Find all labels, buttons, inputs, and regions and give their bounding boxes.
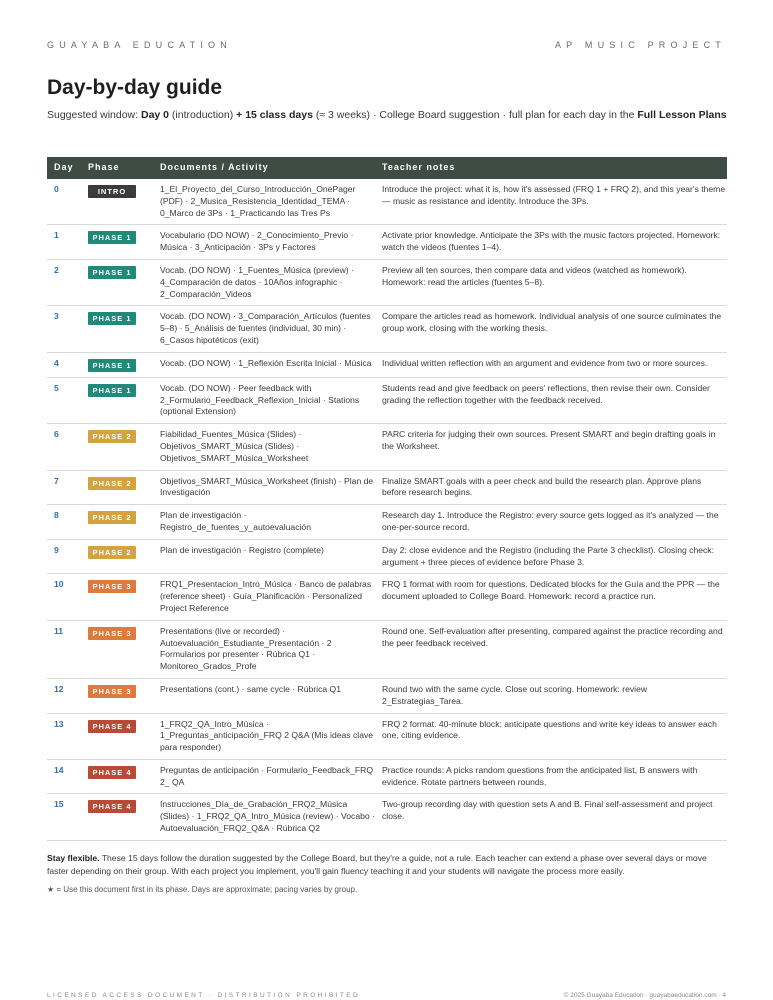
row-day: 10 bbox=[47, 574, 81, 620]
legend-note: ★ = Use this document first in its phase. Days are approximate; pacing varies by group. bbox=[47, 885, 358, 894]
phase-badge: PHASE 1 bbox=[88, 384, 136, 397]
row-teacher-notes: Preview all ten sources, then compare data and videos (watched as homework). Homework: read the articles (fuentes 5–8). bbox=[375, 259, 727, 305]
table-row bbox=[47, 539, 727, 574]
subtitle-class-days-note: (≈ 3 weeks) · College Board suggestion · full plan for each day in the bbox=[312, 109, 638, 121]
row-day: 0 bbox=[47, 179, 81, 225]
row-teacher-notes: FRQ 1 format with room for questions. Dedicated blocks for the Guía and the PPR — the document uploaded to College Board. Homework: record a practice run. bbox=[375, 574, 727, 620]
table-row bbox=[47, 505, 727, 540]
phase-badge: INTRO bbox=[88, 185, 136, 198]
row-documents: 1_FRQ2_QA_Intro_Música · 1_Preguntas_anticipación_FRQ 2 Q&A (Mis ideas clave para responder) bbox=[153, 713, 375, 759]
table-row bbox=[47, 759, 727, 794]
row-teacher-notes: Individual written reflection with an argument and evidence from two or more sources. bbox=[375, 352, 727, 377]
row-day: 15 bbox=[47, 794, 81, 840]
flexibility-note bbox=[47, 852, 727, 878]
row-teacher-notes: Round one. Self-evaluation after presenting, compared against the practice recording and the peer feedback received. bbox=[375, 620, 727, 678]
row-teacher-notes: Students read and give feedback on peers' reflections, then revise their own. Consider grading the reflection together with the feedback received. bbox=[375, 377, 727, 423]
row-phase bbox=[81, 505, 153, 540]
row-phase bbox=[81, 713, 153, 759]
row-phase bbox=[81, 470, 153, 505]
row-phase bbox=[81, 352, 153, 377]
page-subtitle bbox=[47, 107, 727, 123]
table-row bbox=[47, 352, 727, 377]
row-documents: Plan de investigación · Registro_de_fuentes_y_autoevaluación bbox=[153, 505, 375, 540]
phase-badge: PHASE 2 bbox=[88, 477, 136, 490]
row-documents: Objetivos_SMART_Música_Worksheet (finish) · Plan de Investigación bbox=[153, 470, 375, 505]
row-documents: Vocab. (DO NOW) · 1_Reflexión Escrita Inicial · Música bbox=[153, 352, 375, 377]
phase-badge: PHASE 3 bbox=[88, 580, 136, 593]
phase-badge: PHASE 4 bbox=[88, 766, 136, 779]
row-documents: Instrucciones_Día_de_Grabación_FRQ2_Música (Slides) · 1_FRQ2_QA_Intro_Música (review) · Vocabo · Autoevaluación_FRQ2_Q&A · Rúbrica Q2 bbox=[153, 794, 375, 840]
row-documents: Vocab. (DO NOW) · 3_Comparación_Artículos (fuentes 5–8) · 5_Análisis de fuentes (individual, 30 min) · 6_Casos hipotéticos (exit) bbox=[153, 306, 375, 352]
phase-badge: PHASE 1 bbox=[88, 359, 136, 372]
project-name: AP MUSIC PROJECT bbox=[554, 40, 726, 50]
row-phase bbox=[81, 759, 153, 794]
row-phase bbox=[81, 574, 153, 620]
row-teacher-notes: Research day 1. Introduce the Registro: every source gets logged as it's analyzed — the one-per-source record. bbox=[375, 505, 727, 540]
row-phase bbox=[81, 179, 153, 225]
row-day: 5 bbox=[47, 377, 81, 423]
header-docs: Documents / Activity bbox=[153, 157, 375, 179]
row-day: 12 bbox=[47, 678, 81, 713]
row-documents: Presentations (live or recorded) · Autoevaluación_Estudiante_Presentación · 2 Formularios por presenter · Rúbrica Q1 · Monitoreo_Grados_Profe bbox=[153, 620, 375, 678]
phase-badge: PHASE 1 bbox=[88, 231, 136, 244]
table-row bbox=[47, 713, 727, 759]
footer-copyright: © 2025 Guayaba Education · guayabaeducation.com · 4 bbox=[563, 992, 726, 999]
table-row bbox=[47, 678, 727, 713]
table-row bbox=[47, 470, 727, 505]
row-day: 7 bbox=[47, 470, 81, 505]
day-guide-table bbox=[47, 157, 727, 841]
row-day: 2 bbox=[47, 259, 81, 305]
row-documents: Fiabilidad_Fuentes_Música (Slides) · Objetivos_SMART_Música (Slides) · Objetivos_SMART_Música_Worksheet bbox=[153, 424, 375, 470]
row-day: 14 bbox=[47, 759, 81, 794]
phase-badge: PHASE 2 bbox=[88, 430, 136, 443]
subtitle-class-days: + 15 class days bbox=[236, 109, 313, 121]
row-teacher-notes: Two-group recording day with question sets A and B. Final self-assessment and project close. bbox=[375, 794, 727, 840]
row-documents: Vocab. (DO NOW) · 1_Fuentes_Música (preview) · 4_Comparación de datos · 10Años infographic · 2_Comparación_Videos bbox=[153, 259, 375, 305]
row-day: 8 bbox=[47, 505, 81, 540]
table-row bbox=[47, 794, 727, 840]
table-row bbox=[47, 306, 727, 352]
row-teacher-notes: PARC criteria for judging their own sources. Present SMART and begin drafting goals in the Worksheet. bbox=[375, 424, 727, 470]
table-row bbox=[47, 377, 727, 423]
header-phase: Phase bbox=[81, 157, 153, 179]
table-header-row bbox=[47, 157, 727, 179]
table-row bbox=[47, 574, 727, 620]
page-header bbox=[47, 40, 726, 50]
phase-badge: PHASE 2 bbox=[88, 511, 136, 524]
flex-note-text: These 15 days follow the duration suggested by the College Board, but they're a guide, not a rule. Each teacher can extend a phase over several days or move faster depending on their group. With each project you implement, you'll gain fluency teaching it and your students will navigate the process more easily. bbox=[47, 853, 707, 876]
row-teacher-notes: Round two with the same cycle. Close out scoring. Homework: review 2_Estrategias_Tarea. bbox=[375, 678, 727, 713]
subtitle-lesson-plans: Full Lesson Plans bbox=[637, 109, 727, 121]
phase-badge: PHASE 2 bbox=[88, 546, 136, 559]
table-row bbox=[47, 620, 727, 678]
table-row bbox=[47, 179, 727, 225]
row-day: 13 bbox=[47, 713, 81, 759]
table-row bbox=[47, 259, 727, 305]
row-documents: Preguntas de anticipación · Formulario_Feedback_FRQ 2_ QA bbox=[153, 759, 375, 794]
phase-badge: PHASE 3 bbox=[88, 627, 136, 640]
phase-badge: PHASE 1 bbox=[88, 312, 136, 325]
row-documents: Plan de investigación · Registro (complete) bbox=[153, 539, 375, 574]
subtitle-day0-note: (introduction) bbox=[169, 109, 237, 121]
row-teacher-notes: Day 2: close evidence and the Registro (including the Parte 3 checklist). Closing check: argument + three pieces of evidence before Phase 3. bbox=[375, 539, 727, 574]
row-phase bbox=[81, 620, 153, 678]
row-teacher-notes: FRQ 2 format. 40-minute block: anticipate questions and write key ideas to answer each one, citing evidence. bbox=[375, 713, 727, 759]
row-phase bbox=[81, 306, 153, 352]
row-phase bbox=[81, 377, 153, 423]
row-day: 6 bbox=[47, 424, 81, 470]
row-day: 11 bbox=[47, 620, 81, 678]
phase-badge: PHASE 4 bbox=[88, 720, 136, 733]
brand-name: GUAYABA EDUCATION bbox=[47, 40, 232, 50]
footer-license: LICENSED ACCESS DOCUMENT · DISTRIBUTION PROHIBITED bbox=[47, 992, 361, 999]
subtitle-day0: Day 0 bbox=[140, 109, 170, 121]
row-day: 1 bbox=[47, 225, 81, 260]
phase-badge: PHASE 3 bbox=[88, 685, 136, 698]
row-teacher-notes: Introduce the project: what it is, how it's assessed (FRQ 1 + FRQ 2), and this year's theme — music as resistance and identity. Introduce the 3Ps. bbox=[375, 179, 727, 225]
row-teacher-notes: Finalize SMART goals with a peer check and build the research plan. Approve plans before research begins. bbox=[375, 470, 727, 505]
row-documents: Presentations (cont.) · same cycle · Rúbrica Q1 bbox=[153, 678, 375, 713]
row-teacher-notes: Activate prior knowledge. Anticipate the 3Ps with the music factors projected. Homework: watch the videos (fuentes 1–4). bbox=[375, 225, 727, 260]
subtitle-prefix: Suggested window: bbox=[47, 109, 141, 121]
table-row bbox=[47, 424, 727, 470]
row-documents: Vocab. (DO NOW) · Peer feedback with 2_Formulario_Feedback_Reflexion_Inicial · Stations (optional Extension) bbox=[153, 377, 375, 423]
row-day: 3 bbox=[47, 306, 81, 352]
row-documents: FRQ1_Presentacion_Intro_Música · Banco de palabras (reference sheet) · Guía_Planificación · Personalized Project Reference bbox=[153, 574, 375, 620]
row-phase bbox=[81, 424, 153, 470]
page-title: Day-by-day guide bbox=[47, 76, 223, 99]
row-documents: Vocabulario (DO NOW) · 2_Conocimiento_Previo · Música · 3_Anticipación · 3Ps y Factores bbox=[153, 225, 375, 260]
row-day: 9 bbox=[47, 539, 81, 574]
row-teacher-notes: Practice rounds: A picks random questions from the anticipated list, B answers with evidence. Rotate partners between rounds. bbox=[375, 759, 727, 794]
page-footer bbox=[47, 992, 726, 999]
row-phase bbox=[81, 225, 153, 260]
header-notes: Teacher notes bbox=[375, 157, 727, 179]
row-teacher-notes: Compare the articles read as homework. Individual analysis of one source culminates the group work, closing with the working thesis. bbox=[375, 306, 727, 352]
row-phase bbox=[81, 794, 153, 840]
phase-badge: PHASE 4 bbox=[88, 800, 136, 813]
row-day: 4 bbox=[47, 352, 81, 377]
row-phase bbox=[81, 259, 153, 305]
row-phase bbox=[81, 539, 153, 574]
header-day: Day bbox=[47, 157, 81, 179]
row-documents: 1_El_Proyecto_del_Curso_Introducción_OnePager (PDF) · 2_Musica_Resistencia_Identidad_TEMA · 0_Marco de 3Ps · 1_Practicando las Tres Ps bbox=[153, 179, 375, 225]
phase-badge: PHASE 1 bbox=[88, 266, 136, 279]
flex-note-lead: Stay flexible. bbox=[47, 853, 100, 863]
table-row bbox=[47, 225, 727, 260]
row-phase bbox=[81, 678, 153, 713]
